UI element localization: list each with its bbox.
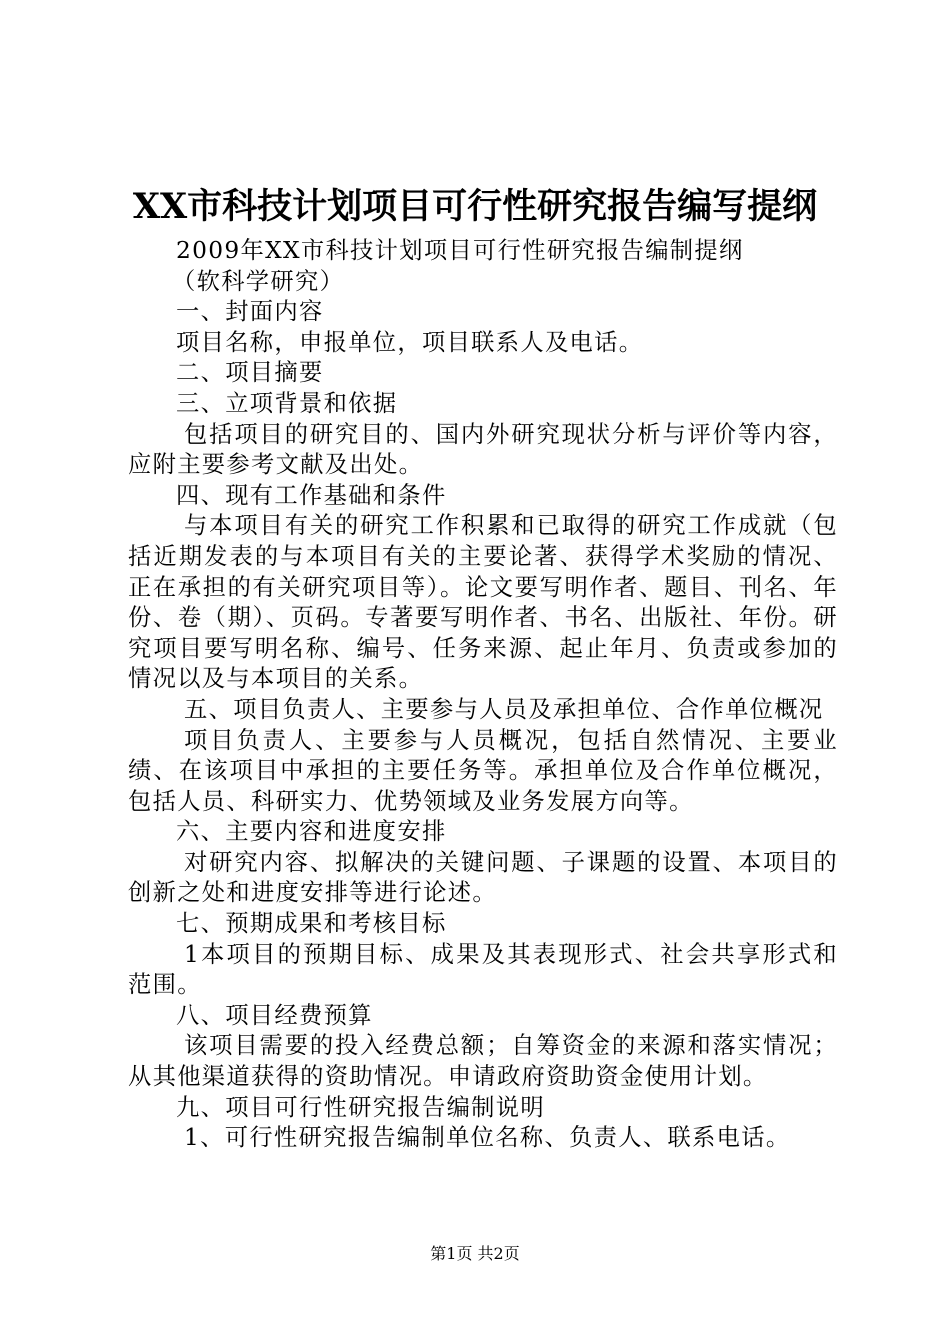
section-heading-7: 七、预期成果和考核目标 xyxy=(176,910,447,938)
section-heading-1: 一、封面内容 xyxy=(176,298,324,326)
section-body-3: 包括项目的研究目的、国内外研究现状分析与评价等内容，应附主要参考文献及出处。 xyxy=(128,420,838,479)
section-body-4: 与本项目有关的研究工作积累和已取得的研究工作成就（包括近期发表的与本项目有关的主要论著、获得学术奖励的情况、正在承担的有关研究项目等）。论文要写明作者、题目、刊名、年份、卷（期）、页码。专著要写明作者、书名、出版社、年份。研究项目要写明名称、编号、任务来源、起止年月、负责或参加的情况以及与本项目的关系。 xyxy=(128,512,838,693)
subtitle-note-paragraph: （软科学研究） xyxy=(172,267,345,295)
section-body-5: 项目负责人、主要参与人员概况，包括自然情况、主要业绩、在该项目中承担的主要任务等。承担单位及合作单位概况，包括人员、科研实力、优势领域及业务发展方向等。 xyxy=(128,726,838,815)
section-heading-3: 三、立项背景和依据 xyxy=(176,389,398,417)
section-body-7: 1本项目的预期目标、成果及其表现形式、社会共享形式和范围。 xyxy=(128,940,838,999)
section-heading-5: 五、项目负责人、主要参与人员及承担单位、合作单位概况 xyxy=(184,695,824,723)
subtitle-paragraph: 2009年XX市科技计划项目可行性研究报告编制提纲 xyxy=(176,237,744,264)
document-title: XX市科技计划项目可行性研究报告编写提纲 xyxy=(132,186,818,227)
section-body-1: 项目名称，申报单位，项目联系人及电话。 xyxy=(176,328,644,356)
section-heading-2: 二、项目摘要 xyxy=(176,359,324,387)
section-body-8: 该项目需要的投入经费总额；自筹资金的来源和落实情况；从其他渠道获得的资助情况。申请政府资助资金使用计划。 xyxy=(128,1032,838,1091)
section-heading-8: 八、项目经费预算 xyxy=(176,1001,373,1029)
page-footer: 第1页 共2页 xyxy=(430,1244,520,1263)
section-body-9: 1、可行性研究报告编制单位名称、负责人、联系电话。 xyxy=(184,1124,791,1152)
section-heading-4: 四、现有工作基础和条件 xyxy=(176,481,447,509)
section-heading-9: 九、项目可行性研究报告编制说明 xyxy=(176,1093,545,1121)
section-heading-6: 六、主要内容和进度安排 xyxy=(176,818,447,846)
section-body-6: 对研究内容、拟解决的关键问题、子课题的设置、本项目的创新之处和进度安排等进行论述。 xyxy=(128,848,838,907)
document-body xyxy=(128,236,838,1154)
